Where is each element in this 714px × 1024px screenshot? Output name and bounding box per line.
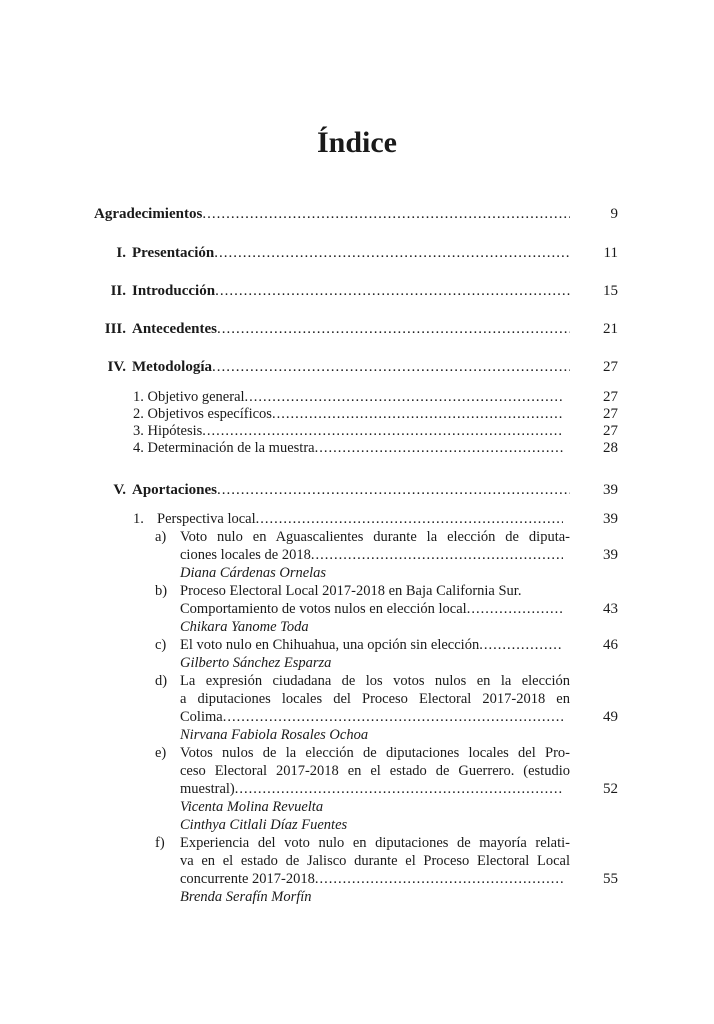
item-letter: a)	[155, 529, 167, 545]
toc-leader	[223, 708, 563, 726]
toc-page: 39	[603, 511, 618, 527]
toc-page: 15	[603, 283, 618, 299]
item-text[interactable]: ceso Electoral 2017-2018 en el estado de Guerrero. (estudio	[180, 763, 570, 779]
toc-page: 43	[603, 601, 618, 617]
toc-page: 55	[603, 871, 618, 887]
toc-number: II.	[110, 283, 126, 299]
item-text[interactable]: Experiencia del voto nulo en diputaciones de mayoría relati-	[180, 835, 570, 851]
toc-leader	[315, 870, 563, 888]
toc-label: Aportaciones	[132, 482, 217, 498]
toc-leader	[479, 636, 563, 654]
item-author: Cinthya Citlali Díaz Fuentes	[180, 817, 348, 833]
item-text[interactable]: a diputaciones locales del Proceso Electoral 2017-2018 en	[180, 691, 570, 707]
toc-leader	[217, 320, 570, 338]
toc-label: Comportamiento de votos nulos en elección local	[180, 601, 467, 617]
toc-leader	[467, 600, 563, 618]
item-author: Gilberto Sánchez Esparza	[180, 655, 332, 671]
toc-number: I.	[116, 245, 126, 261]
item-text[interactable]: Votos nulos de la elección de diputaciones locales del Pro-	[180, 745, 570, 761]
item-letter: f)	[155, 835, 165, 851]
page-title: Índice	[316, 126, 397, 159]
toc-subentry-perspectiva[interactable]	[133, 510, 563, 528]
item-letter: b)	[155, 583, 168, 599]
toc-label: Perspectiva local	[157, 511, 256, 527]
toc-entry-metodologia[interactable]	[94, 358, 570, 376]
toc-subentry[interactable]	[133, 405, 563, 423]
item-text-last[interactable]	[180, 600, 563, 618]
toc-page: 39	[603, 547, 618, 563]
item-author: Brenda Serafín Morfín	[180, 889, 312, 905]
toc-entry-aportaciones[interactable]	[94, 481, 570, 499]
toc-leader	[256, 510, 563, 528]
toc-page: 27	[603, 359, 618, 375]
toc-label: Metodología	[132, 359, 212, 375]
item-text-last[interactable]	[180, 546, 563, 564]
toc-leader	[215, 282, 570, 300]
item-author: Nirvana Fabiola Rosales Ochoa	[180, 727, 369, 743]
toc-page: 21	[603, 321, 618, 337]
toc-leader	[202, 422, 563, 440]
toc-label: ciones locales de 2018	[180, 547, 311, 563]
toc-entry-presentacion[interactable]	[94, 244, 570, 262]
toc-page: 27	[603, 389, 618, 405]
toc-page: 52	[603, 781, 618, 797]
item-author: Diana Cárdenas Ornelas	[180, 565, 327, 581]
toc-number: V.	[113, 482, 126, 498]
toc-leader	[315, 439, 563, 457]
item-text[interactable]: La expresión ciudadana de los votos nulos en la elección	[180, 673, 570, 689]
toc-label: Agradecimientos	[94, 206, 203, 222]
toc-label: El voto nulo en Chihuahua, una opción sin elección	[180, 637, 480, 653]
toc-label: Antecedentes	[132, 321, 217, 337]
toc-subentry[interactable]	[133, 388, 563, 406]
item-text-last[interactable]	[180, 708, 563, 726]
toc-leader	[202, 205, 570, 223]
item-letter: c)	[155, 637, 167, 653]
toc-leader	[245, 388, 563, 406]
toc-subentry[interactable]	[133, 439, 563, 457]
toc-leader	[217, 481, 570, 499]
toc-label: 3. Hipótesis	[133, 423, 203, 439]
toc-leader	[311, 546, 563, 564]
toc-entry-introduccion[interactable]	[94, 282, 570, 300]
toc-page: 28	[603, 440, 618, 456]
toc-page: 49	[603, 709, 618, 725]
item-author: Chikara Yanome Toda	[180, 619, 309, 635]
item-text-last[interactable]	[180, 870, 563, 888]
item-author: Vicenta Molina Revuelta	[180, 799, 324, 815]
item-letter: e)	[155, 745, 167, 761]
toc-label: 4. Determinación de la muestra	[133, 440, 315, 456]
toc-label: Colima	[180, 709, 223, 725]
toc-page: 11	[603, 245, 618, 261]
toc-number: 1.	[133, 511, 144, 527]
toc-number: III.	[104, 321, 126, 337]
item-text[interactable]: Proceso Electoral Local 2017-2018 en Baja California Sur.	[180, 583, 522, 599]
item-text[interactable]: va en el estado de Jalisco durante el Proceso Electoral Local	[180, 853, 570, 869]
toc-label: 2. Objetivos específicos	[133, 406, 272, 422]
toc-subentry[interactable]	[133, 422, 563, 440]
item-text-last[interactable]	[180, 636, 563, 654]
toc-label: concurrente 2017-2018	[180, 871, 315, 887]
toc-leader	[235, 780, 563, 798]
toc-leader	[212, 358, 570, 376]
item-text[interactable]: Voto nulo en Aguascalientes durante la elección de diputa-	[180, 529, 570, 545]
toc-leader	[214, 244, 570, 262]
toc-page: 39	[603, 482, 618, 498]
toc-label: Introducción	[132, 283, 216, 299]
toc-number: IV.	[107, 359, 126, 375]
toc-leader	[272, 405, 563, 423]
toc-page: 46	[603, 637, 618, 653]
toc-entry-agradecimientos[interactable]	[94, 205, 570, 223]
toc-page: 27	[603, 423, 618, 439]
toc-entry-antecedentes[interactable]	[94, 320, 570, 338]
toc-page: 9	[610, 206, 618, 222]
item-letter: d)	[155, 673, 168, 689]
item-text-last[interactable]	[180, 780, 563, 798]
toc-label: muestral)	[180, 781, 235, 797]
toc-page: 27	[603, 406, 618, 422]
toc-label: Presentación	[132, 245, 215, 261]
toc-label: 1. Objetivo general	[133, 389, 245, 405]
